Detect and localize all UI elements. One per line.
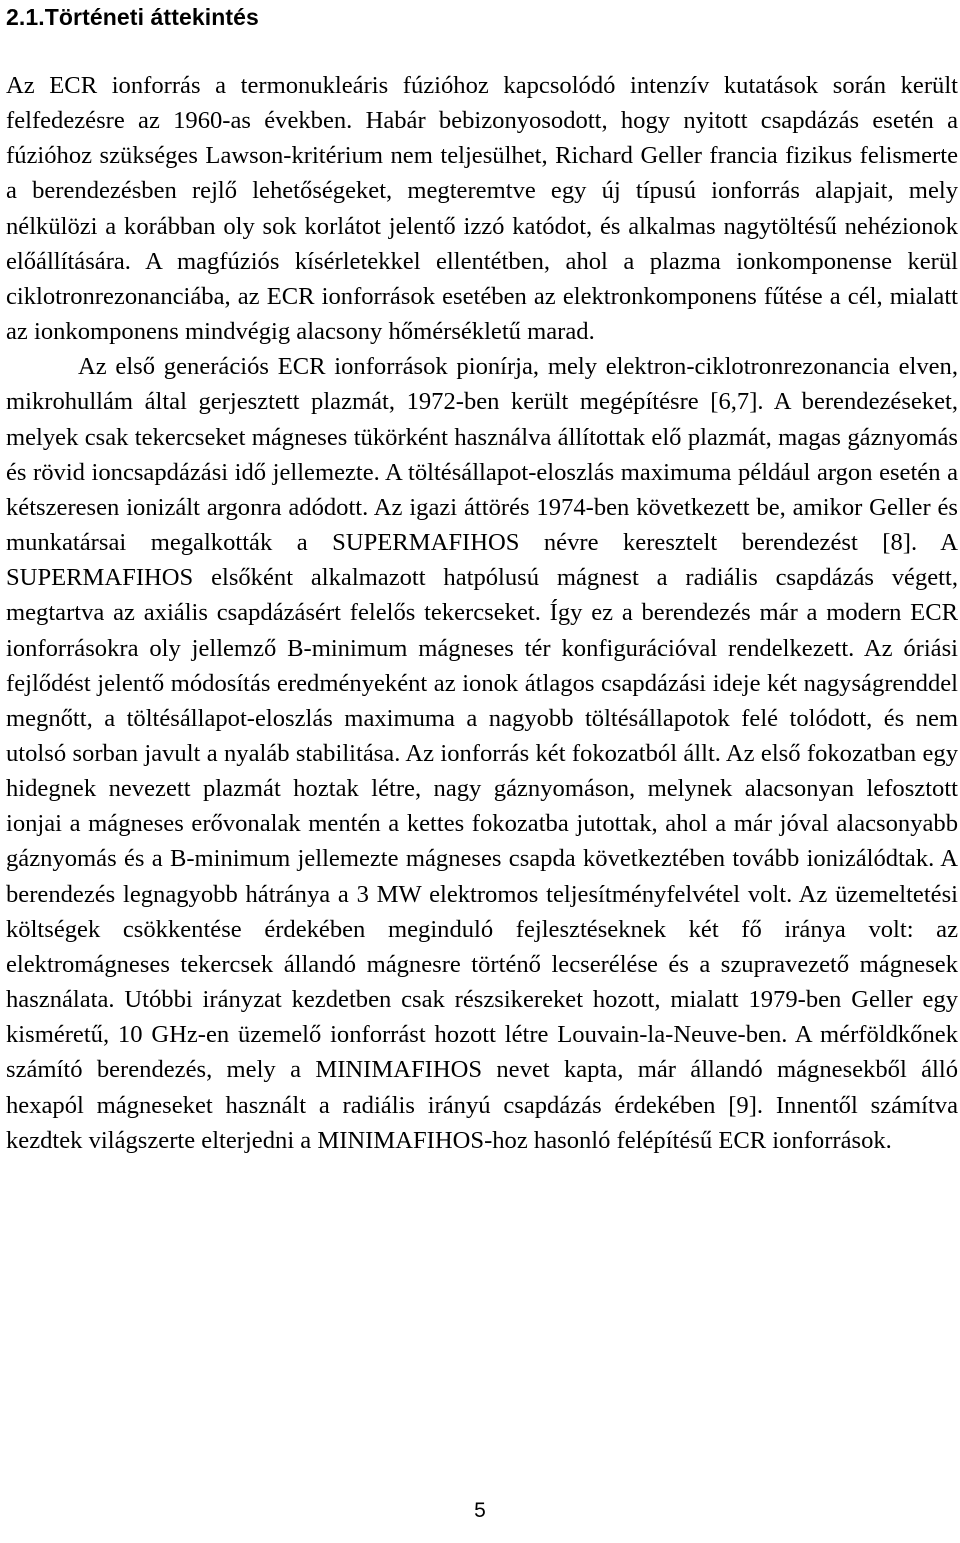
document-page xyxy=(6,0,958,1543)
paragraph-2: Az első generációs ECR ionforrások pionírja, mely elektron-ciklotronrezonancia elven, mikrohullám által gerjesztett plazmát, 1972-ben került megépítésre [6,7]. A berendezéseket, melyek csak tekercseket mágneses tükörként használva állítottak elő plazmát, magas gáznyomás és rövid ioncsapdázási idő jellemezte. A töltésállapot-eloszlás maximuma például argon esetén a kétszeresen ionizált argonra adódott. Az igazi áttörés 1974-ben következett be, amikor Geller és munkatársai megalkották a SUPERMAFIHOS névre keresztelt berendezést [8]. A SUPERMAFIHOS elsőként alkalmazott hatpólusú mágnest a radiális csapdázás végett, megtartva az axiális csapdázásért felelős tekercseket. Így ez a berendezés már a modern ECR ionforrásokra oly jellemző B-minimum mágneses tér konfigurációval rendelkezett. Az óriási fejlődést jelentő módosítás eredményeként az ionok átlagos csapdázási ideje két nagyságrenddel megnőtt, a töltésállapot-eloszlás maximuma a nagyobb töltésállapotok felé tolódott, és nem utolsó sorban javult a nyaláb stabilitása. Az ionforrás két fokozatból állt. Az első fokozatban egy hidegnek nevezett plazmát hoztak létre, nagy gáznyomáson, melynek alacsonyan lefosztott ionjai a mágneses erővonalak mentén a kettes fokozatba jutottak, ahol a már jóval alacsonyabb gáznyomás és a B-minimum jellemezte mágneses csapda következtében tovább ionizálódtak. A berendezés legnagyobb hátránya a 3 MW elektromos teljesítményfelvétel volt. Az üzemeltetési költségek csökkentése érdekében meginduló fejlesztéseknek két fő iránya volt: az elektromágneses tekercsek állandó mágnesre történő lecserélése és a szupravezető mágnesek használata. Utóbbi irányzat kezdetben csak részsikereket hozott, mialatt 1979-ben Geller egy kisméretű, 10 GHz-en üzemelő ionforrást hozott létre Louvain-la-Neuve-ben. A mérföldkőnek számító berendezés, mely a MINIMAFIHOS nevet kapta, már állandó mágnesekből álló hexapól mágneseket használt a radiális irányú csapdázás érdekében [9]. Innentől számítva kezdtek világszerte elterjedni a MINIMAFIHOS-hoz hasonló felépítésű ECR ionforrások. xyxy=(6,353,958,1154)
body-text xyxy=(6,68,958,1158)
paragraph-1: Az ECR ionforrás a termonukleáris fúzióhoz kapcsolódó intenzív kutatások során került felfedezésre az 1960-as években. Habár bebizonyosodott, hogy nyitott csapdázás esetén a fúzióhoz szükséges Lawson-kritérium nem teljesülhet, Richard Geller francia fizikus felismerte a berendezésben rejlő lehetőségeket, megteremtve egy új típusú ionforrás alapjait, mely nélkülözi a korábban oly sok korlátot jelentő izzó katódot, és alkalmas nagytöltésű nehézionok előállítására. A magfúziós kísérletekkel ellentétben, ahol a plazma ionkomponense kerül ciklotronrezonanciába, az ECR ionforrások esetében az elektronkomponens fűtése a cél, mialatt az ionkomponens mindvégig alacsony hőmérsékletű marad. xyxy=(6,72,958,346)
page-number: 5 xyxy=(474,1499,486,1522)
section-heading: 2.1.Történeti áttekintés xyxy=(6,4,259,30)
